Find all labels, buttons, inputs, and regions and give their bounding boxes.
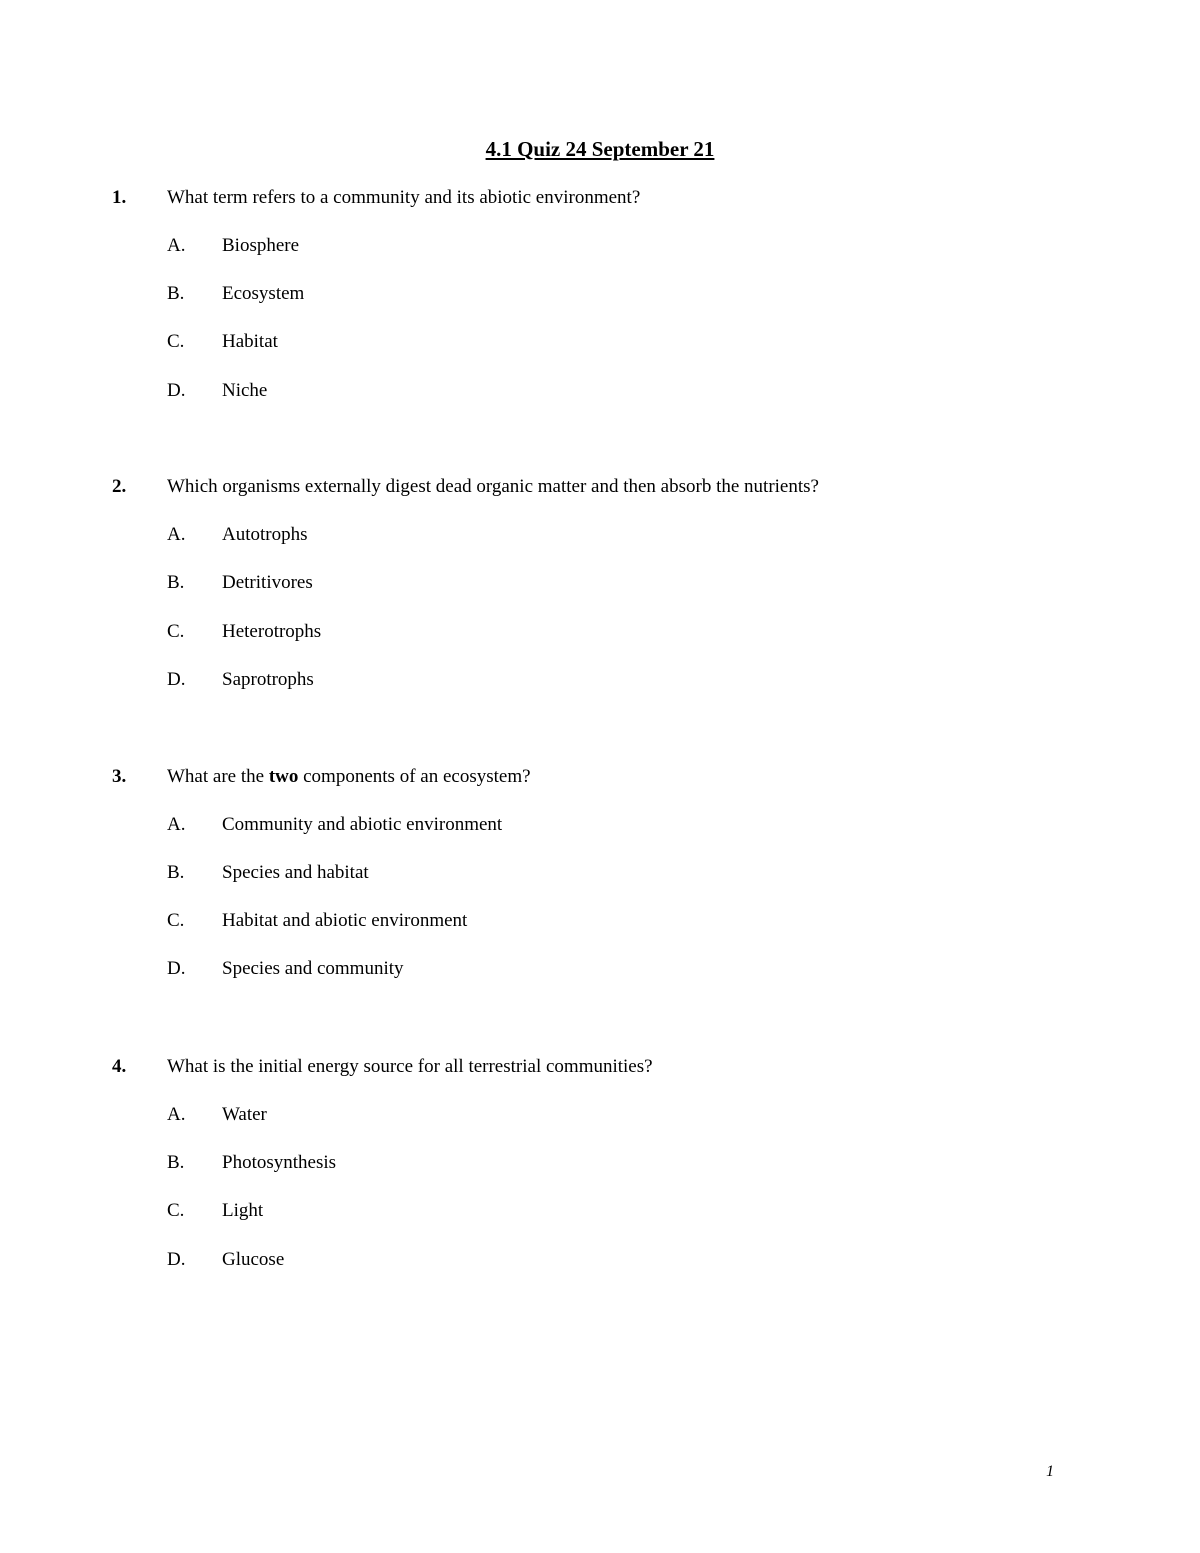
option-2c[interactable]	[0, 620, 1200, 644]
option-1c[interactable]	[0, 330, 1200, 354]
option-letter: A.	[167, 524, 186, 545]
option-letter: B.	[167, 862, 185, 883]
option-text: Species and community	[222, 958, 404, 979]
option-4c[interactable]	[0, 1199, 1200, 1223]
option-1a[interactable]	[0, 234, 1200, 258]
option-3c[interactable]	[0, 909, 1200, 933]
question-text-bold: two	[268, 766, 299, 787]
option-text: Detritivores	[222, 572, 313, 593]
question-text-part: What are the	[167, 766, 269, 787]
option-letter: D.	[167, 958, 186, 979]
option-text: Community and abiotic environment	[222, 814, 503, 835]
option-4a[interactable]	[0, 1103, 1200, 1127]
option-text: Autotrophs	[222, 524, 308, 545]
option-4d[interactable]	[0, 1248, 1200, 1272]
question-text-part: What is the initial energy source for all terrestrial communities?	[167, 1056, 653, 1077]
option-text: Ecosystem	[222, 283, 305, 304]
question-text	[167, 1055, 653, 1079]
option-letter: C.	[167, 331, 185, 352]
option-text: Saprotrophs	[222, 669, 314, 690]
option-3d[interactable]	[0, 957, 1200, 981]
option-1d[interactable]	[0, 379, 1200, 403]
option-letter: C.	[167, 621, 185, 642]
option-letter: C.	[167, 1200, 185, 1221]
option-text: Niche	[222, 380, 268, 401]
option-text: Habitat	[222, 331, 278, 352]
option-letter: D.	[167, 1249, 186, 1270]
question-number: 3.	[112, 766, 127, 787]
option-letter: A.	[167, 235, 186, 256]
quiz-title: 4.1 Quiz 24 September 21	[485, 137, 715, 161]
option-letter: D.	[167, 669, 186, 690]
question-number: 2.	[112, 476, 127, 497]
option-text: Heterotrophs	[222, 621, 322, 642]
page-number: 1	[1046, 1463, 1054, 1480]
question-text	[167, 475, 819, 499]
option-text: Water	[222, 1104, 267, 1125]
option-letter: C.	[167, 910, 185, 931]
option-letter: A.	[167, 814, 186, 835]
option-2a[interactable]	[0, 523, 1200, 547]
option-letter: B.	[167, 1152, 185, 1173]
option-text: Habitat and abiotic environment	[222, 910, 468, 931]
option-4b[interactable]	[0, 1151, 1200, 1175]
option-text: Light	[222, 1200, 264, 1221]
question-text-part: components of an ecosystem?	[298, 766, 531, 787]
option-text: Species and habitat	[222, 862, 369, 883]
option-letter: D.	[167, 380, 186, 401]
option-2d[interactable]	[0, 668, 1200, 692]
option-text: Photosynthesis	[222, 1152, 337, 1173]
question-text	[167, 186, 640, 210]
question-text-part: Which organisms externally digest dead organic matter and then absorb the nutrients?	[167, 476, 819, 497]
question-number: 1.	[112, 187, 127, 208]
option-3a[interactable]	[0, 813, 1200, 837]
option-3b[interactable]	[0, 861, 1200, 885]
question-number: 4.	[112, 1056, 127, 1077]
option-text: Biosphere	[222, 235, 300, 256]
option-letter: A.	[167, 1104, 186, 1125]
option-letter: B.	[167, 283, 185, 304]
option-letter: B.	[167, 572, 185, 593]
option-text: Glucose	[222, 1249, 285, 1270]
question-text-part: What term refers to a community and its abiotic environment?	[167, 187, 641, 208]
option-2b[interactable]	[0, 571, 1200, 595]
option-1b[interactable]	[0, 282, 1200, 306]
question-text	[167, 765, 531, 789]
